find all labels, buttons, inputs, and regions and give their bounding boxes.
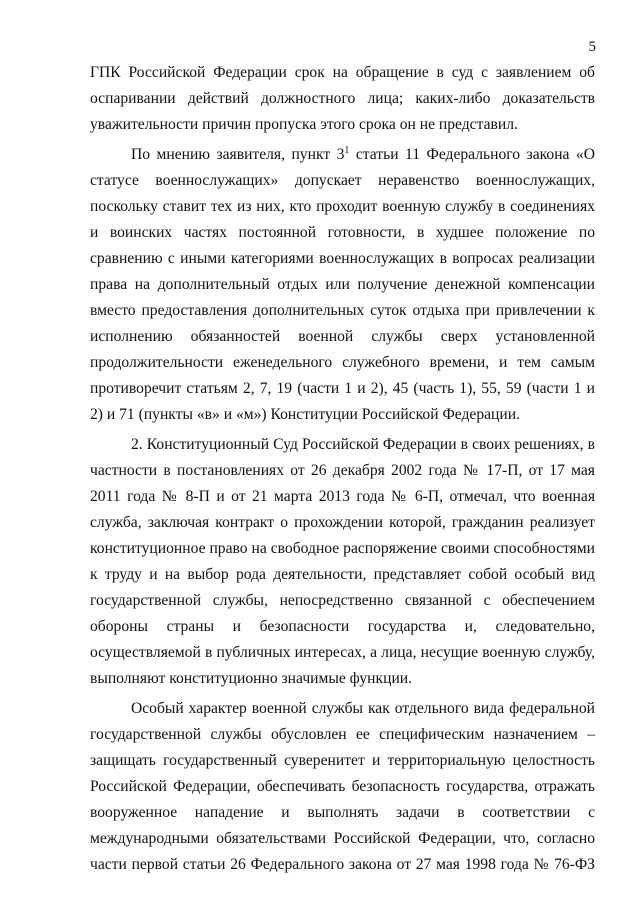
text-line: частности в постановлениях от 26 декабря 2002 года № 17-П, от 17 мая <box>90 462 595 479</box>
text-line: вместо предоставления дополнительных суток отдыха при привлечении к <box>90 302 595 319</box>
text-line: служба, заключая контракт о прохождении которой, гражданин реализует <box>90 514 595 531</box>
text-line: и воинских частях постоянной готовности, в худшее положение по <box>90 224 595 241</box>
text-line: статусе военнослужащих» допускает неравенство военнослужащих, <box>90 172 595 189</box>
text-line: права на дополнительный отдых или получение денежной компенсации <box>90 276 595 293</box>
text-line: продолжительности еженедельного служебного времени, и тем самым <box>90 354 595 371</box>
text-line: к труду и на выбор рода деятельности, представляет собой особый вид <box>90 566 595 583</box>
text-line: ГПК Российской Федерации срок на обращение в суд с заявлением об <box>90 64 595 81</box>
text-line: вооруженное нападение и выполнять задачи в соответствии с <box>90 804 595 821</box>
text-line: уважительности причин пропуска этого срока он не представил. <box>90 116 518 133</box>
text-line: конституционное право на свободное распоряжение своими способностями <box>90 540 595 557</box>
text-line: защищать государственный суверенитет и территориальную целостность <box>90 752 595 769</box>
text-segment: По мнению заявителя, пункт 3 <box>131 146 345 163</box>
text-line: обороны страны и безопасности государства и, следовательно, <box>90 618 595 635</box>
text-line: Российской Федерации, обеспечивать безопасность государства, отражать <box>90 778 595 795</box>
text-line: выполняют конституционно значимые функции. <box>90 670 413 687</box>
text-line: противоречит статьям 2, 7, 19 (части 1 и 2), 45 (часть 1), 55, 59 (части 1 и <box>90 380 595 397</box>
text-line: государственной службы обусловлен ее специфическим назначением – <box>90 726 595 743</box>
text-line: осуществляемой в публичных интересах, а лица, несущие военную службу, <box>90 644 595 661</box>
text-line: 2. Конституционный Суд Российской Федерации в своих решениях, в <box>131 436 595 453</box>
text-line: сравнению с иными категориями военнослужащих в вопросах реализации <box>90 250 595 267</box>
page-number: 5 <box>588 39 596 55</box>
text-line: 2011 года № 8-П и от 21 марта 2013 года № 6-П, отмечал, что военная <box>90 488 595 505</box>
text-line: части первой статьи 26 Федерального закона от 27 мая 1998 года № 76-ФЗ <box>90 856 595 873</box>
text-line: исполнению обязанностей военной службы сверх установленной <box>90 328 595 345</box>
text-line: поскольку ставит тех из них, кто проходит военную службу в соединениях <box>90 198 595 215</box>
text-segment: статьи 11 Федерального закона «О <box>349 146 595 163</box>
text-line: Особый характер военной службы как отдельного вида федеральной <box>131 700 595 717</box>
text-line: оспаривании действий должностного лица; каких-либо доказательств <box>90 90 595 107</box>
text-line: 2) и 71 (пункты «в» и «м») Конституции Российской Федерации. <box>90 406 520 423</box>
text-line: международными обязательствами Российской Федерации, что, согласно <box>90 830 595 847</box>
text-line: государственной службы, непосредственно связанной с обеспечением <box>90 592 595 609</box>
superscript: 1 <box>344 145 350 156</box>
text-line <box>131 145 595 165</box>
